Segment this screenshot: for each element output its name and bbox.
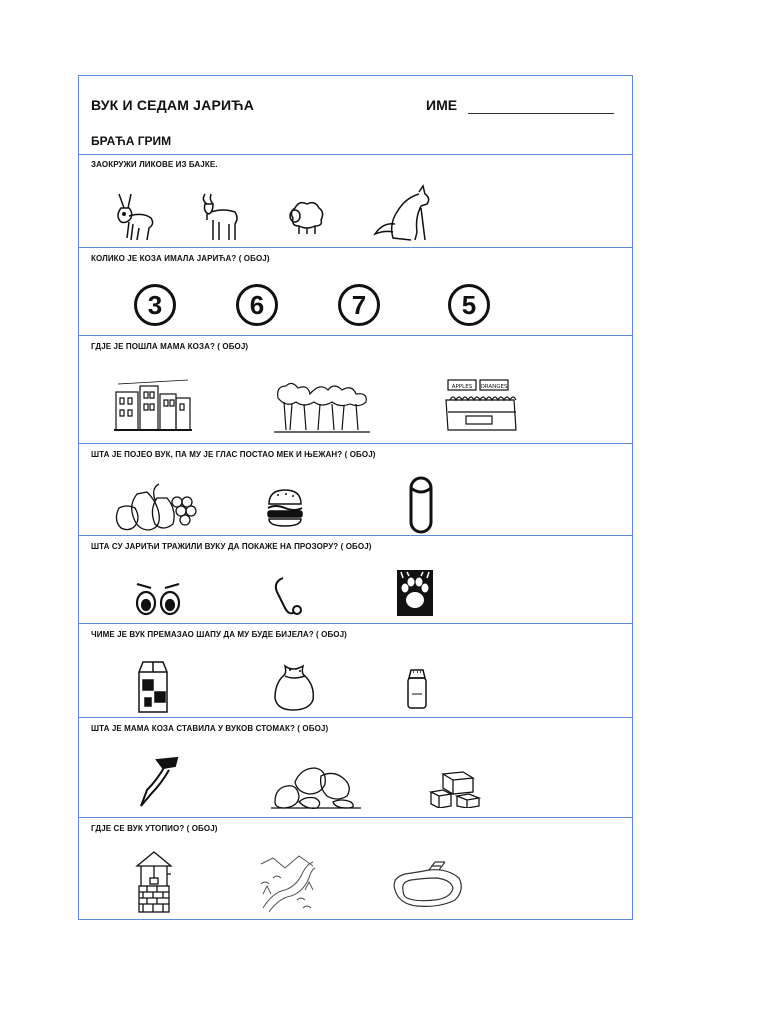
stones-picture[interactable] [271,762,361,810]
question-3 [79,336,632,444]
river-picture[interactable] [259,854,315,914]
question-4 [79,444,632,536]
sugar-cubes-picture[interactable] [429,768,483,808]
name-line[interactable] [468,113,614,114]
question-6 [79,624,632,718]
question-text: ЧИМЕ ЈЕ ВУК ПРЕМАЗАО ШАПУ ДА МУ БУДЕ БИЈЕЛА? ( ОБОЈ) [91,630,347,639]
eyes-picture[interactable] [133,580,183,616]
sheep-picture[interactable] [285,198,327,236]
worksheet-header [79,76,632,155]
tail-picture[interactable] [271,574,305,620]
flour-sack-picture[interactable] [271,662,317,712]
question-8 [79,818,632,921]
name-label: ИМЕ [426,97,458,113]
town-buildings-picture[interactable] [114,378,192,432]
question-text: ШТА ЈЕ МАМА КОЗА СТАВИЛА У ВУКОВ СТОМАК? ( ОБОЈ) [91,724,329,733]
burger-picture[interactable] [265,488,305,528]
number-choice[interactable]: 5 [448,284,490,326]
worksheet [78,75,633,920]
question-text: ГДЈЕ ЈЕ ПОШЛА МАМА КОЗА? ( ОБОЈ) [91,342,249,351]
fruit-picture[interactable] [111,480,197,532]
market-sign-oranges: ORANGES [480,384,508,390]
number-choice[interactable]: 6 [236,284,278,326]
number-choice[interactable]: 3 [134,284,176,326]
number-choice[interactable]: 7 [338,284,380,326]
well-picture[interactable] [135,850,173,914]
question-text: ЗАОКРУЖИ ЛИКОВЕ ИЗ БАЈКЕ. [91,160,218,169]
goat-picture[interactable] [197,190,241,242]
chalk-picture[interactable] [409,476,433,534]
question-1 [79,154,632,248]
wolf-picture[interactable] [371,184,435,244]
market-stall-picture[interactable] [444,376,518,434]
nail-picture[interactable] [135,754,181,810]
milk-carton-picture[interactable] [137,660,169,714]
question-5 [79,536,632,624]
question-text: ШТА ЈЕ ПОЈЕО ВУК, ПА МУ ЈЕ ГЛАС ПОСТАО МЕК И ЊЕЖАН? ( ОБОЈ) [91,450,376,459]
question-2 [79,248,632,336]
paw-picture[interactable] [397,570,433,616]
question-text: ГДЈЕ СЕ ВУК УТОПИО? ( ОБОЈ) [91,824,218,833]
question-text: ШТА СУ ЈАРИЋИ ТРАЖИЛИ ВУКУ ДА ПОКАЖЕ НА ПРОЗОРУ? ( ОБОЈ) [91,542,372,551]
market-sign-apples: APPLES [451,384,473,390]
author: БРАЋА ГРИМ [91,134,172,148]
pool-picture[interactable] [389,860,465,910]
donkey-picture[interactable] [109,190,159,242]
forest-picture[interactable] [274,378,370,434]
question-text: КОЛИКО ЈЕ КОЗА ИМАЛА ЈАРИЋА? ( ОБОЈ) [91,254,270,263]
worksheet-title: ВУК И СЕДАМ ЈАРИЋА [91,97,255,113]
question-7 [79,718,632,818]
salt-shaker-picture[interactable] [405,668,429,710]
